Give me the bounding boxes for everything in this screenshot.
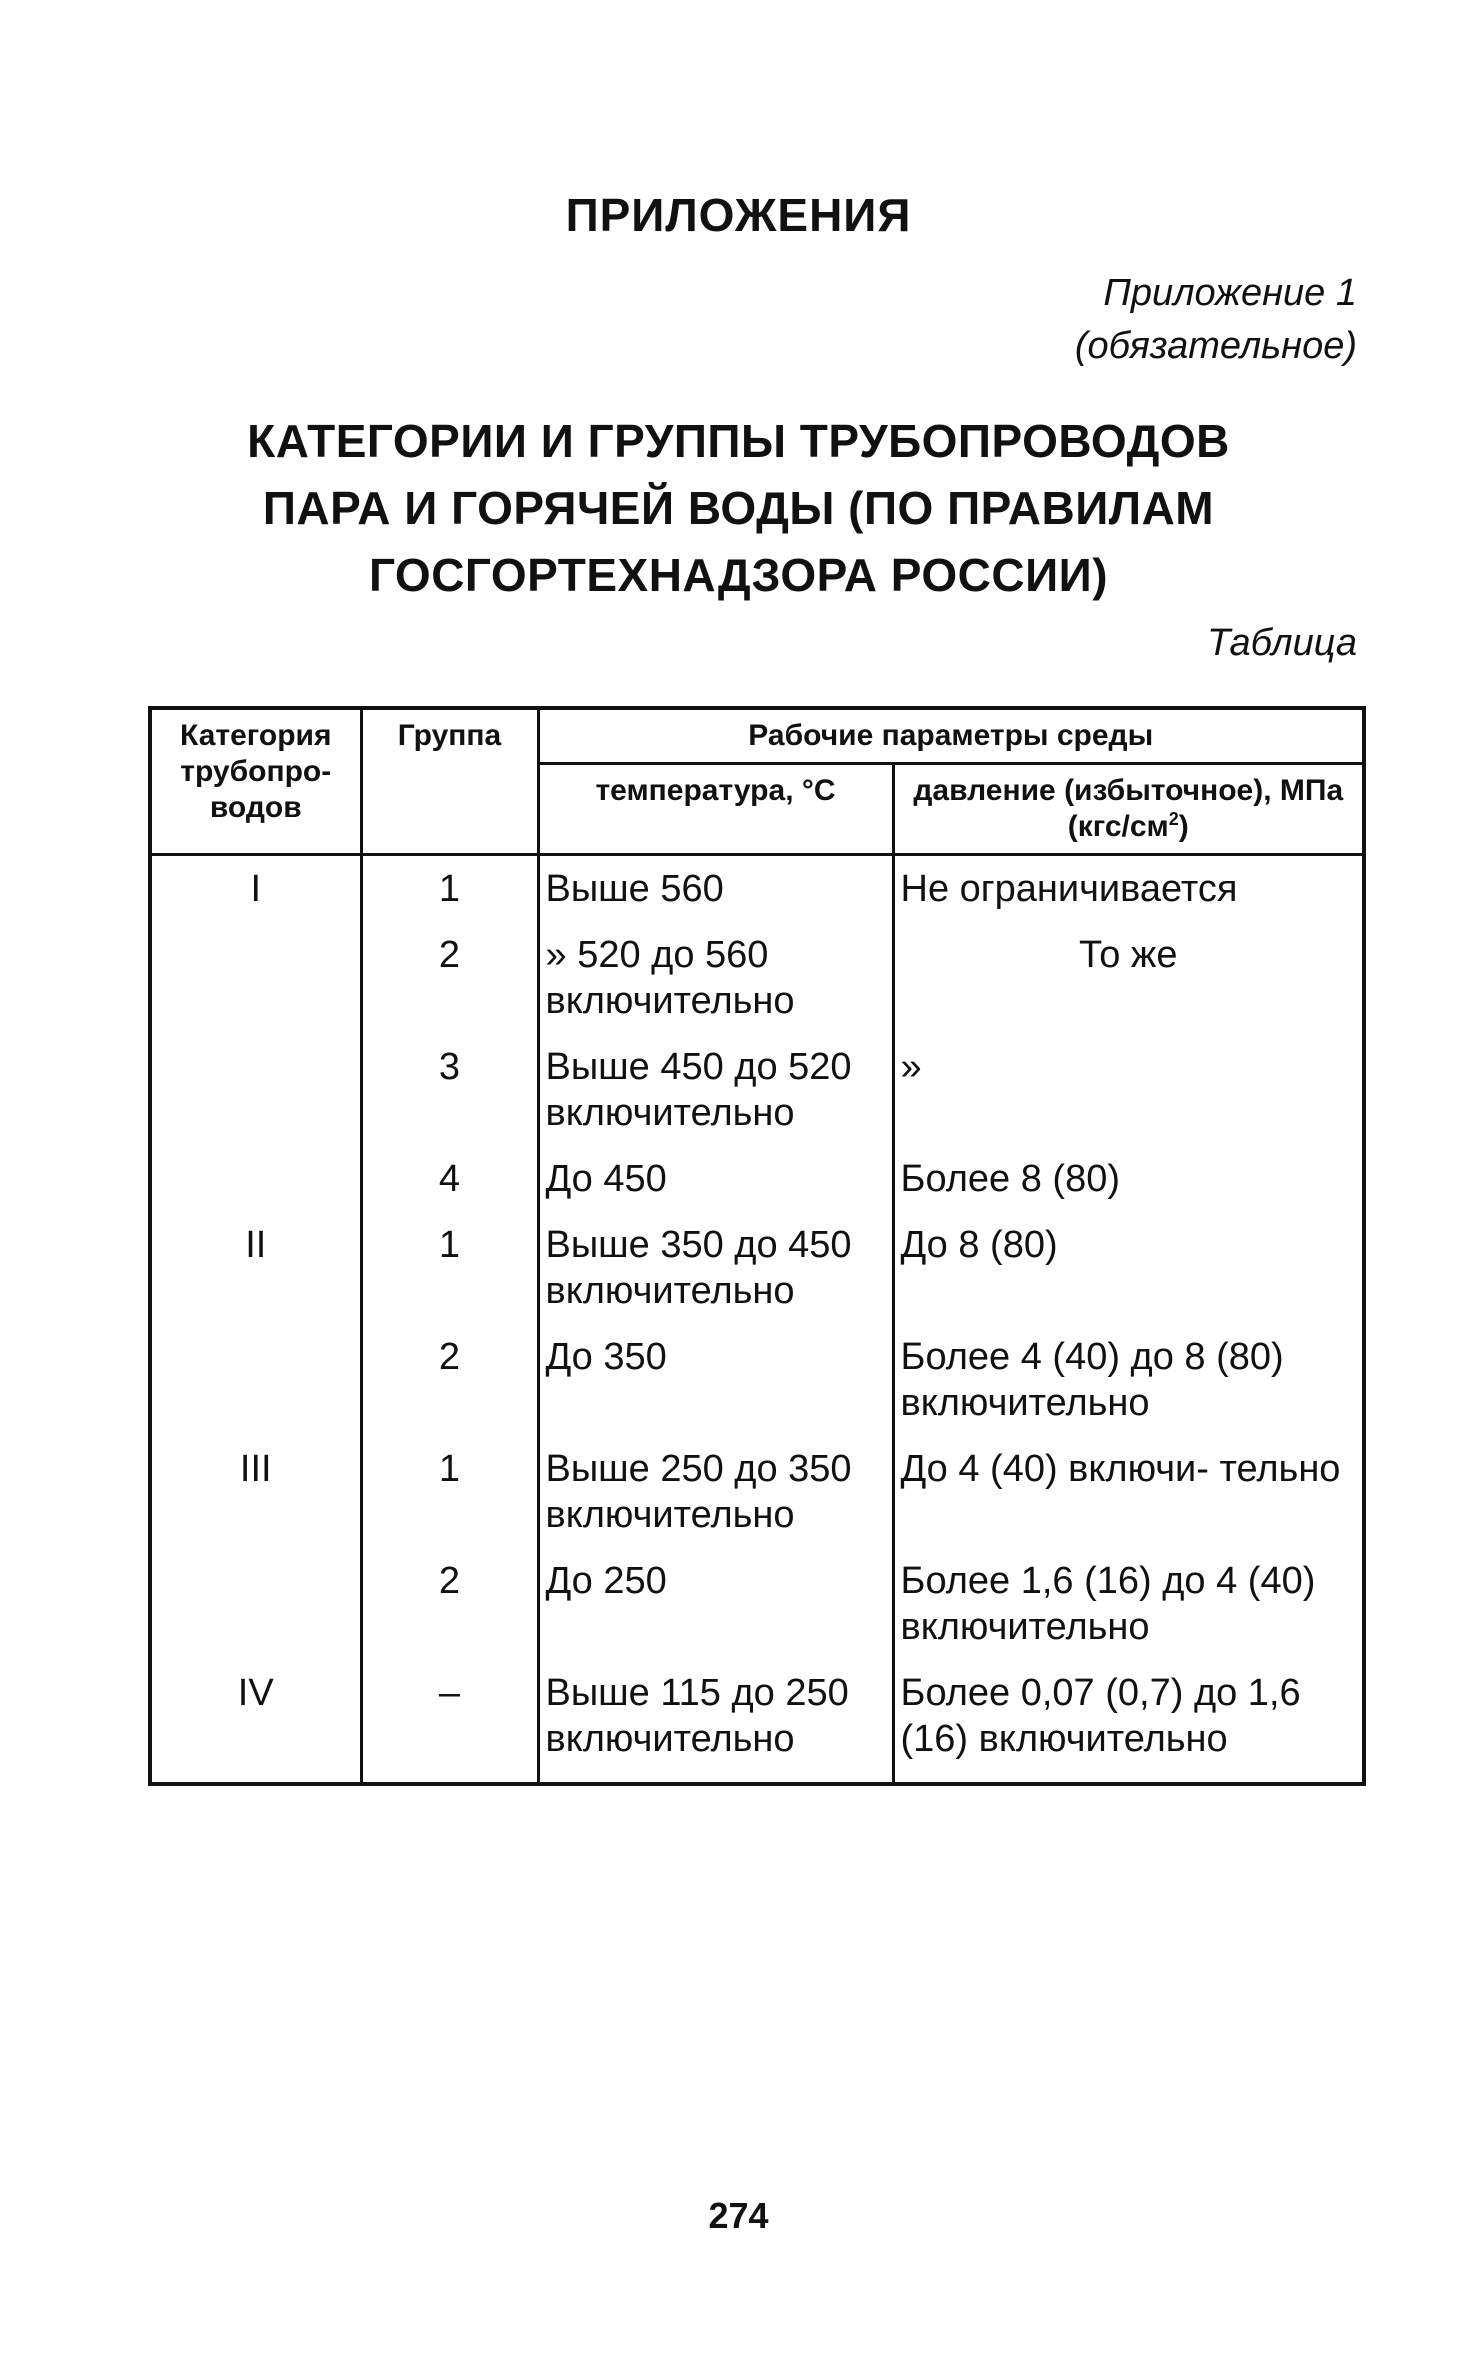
title-line: ГОСГОРТЕХНАДЗОРА РОССИИ) bbox=[368, 549, 1109, 601]
cell-pressure: Более 4 (40) до 8 (80) включительно bbox=[893, 1334, 1364, 1446]
cell-pressure: Более 0,07 (0,7) до 1,6 (16) включительно bbox=[893, 1670, 1364, 1784]
pipeline-categories-table bbox=[148, 706, 1366, 1786]
header-pressure-close: ) bbox=[1178, 810, 1189, 843]
table-row bbox=[150, 1044, 1364, 1156]
page-number: 274 bbox=[708, 2195, 769, 2236]
cell-group: 1 bbox=[361, 1446, 538, 1558]
cell-temperature: Выше 250 до 350 включительно bbox=[538, 1446, 893, 1558]
cell-group: – bbox=[361, 1670, 538, 1784]
title-line: ПАРА И ГОРЯЧЕЙ ВОДЫ (ПО ПРАВИЛАМ bbox=[262, 482, 1215, 534]
cell-category: I bbox=[150, 855, 361, 933]
cell-pressure: » bbox=[893, 1044, 1364, 1156]
table-row bbox=[150, 1156, 1364, 1222]
cell-pressure: До 4 (40) включи- тельно bbox=[893, 1446, 1364, 1558]
table-row bbox=[150, 1446, 1364, 1558]
cell-group: 1 bbox=[361, 855, 538, 933]
cell-category: II bbox=[150, 1222, 361, 1334]
cell-temperature: Выше 450 до 520 включительно bbox=[538, 1044, 893, 1156]
cell-pressure: Не ограничивается bbox=[893, 855, 1364, 933]
cell-temperature: До 250 bbox=[538, 1558, 893, 1670]
cell-temperature: » 520 до 560 включительно bbox=[538, 932, 893, 1044]
document-title bbox=[0, 408, 1477, 609]
header-pressure-sup: 2 bbox=[1168, 809, 1179, 829]
cell-pressure: Более 8 (80) bbox=[893, 1156, 1364, 1222]
cell-temperature: До 450 bbox=[538, 1156, 893, 1222]
cell-group: 2 bbox=[361, 932, 538, 1044]
cell-category: IV bbox=[150, 1670, 361, 1784]
appendix-note: (обязательное) bbox=[1074, 325, 1357, 367]
table-row bbox=[150, 1334, 1364, 1446]
cell-pressure: Более 1,6 (16) до 4 (40) включительно bbox=[893, 1558, 1364, 1670]
header-group: Группа bbox=[361, 708, 538, 855]
cell-temperature: Выше 350 до 450 включительно bbox=[538, 1222, 893, 1334]
cell-category bbox=[150, 1044, 361, 1156]
cell-category bbox=[150, 932, 361, 1044]
section-title: ПРИЛОЖЕНИЯ bbox=[565, 189, 912, 241]
header-temperature: температура, °С bbox=[538, 764, 893, 855]
cell-pressure: До 8 (80) bbox=[893, 1222, 1364, 1334]
table-row bbox=[150, 932, 1364, 1044]
header-category: Категория трубопро- водов bbox=[150, 708, 361, 855]
header-pressure bbox=[893, 764, 1364, 855]
table-row bbox=[150, 855, 1364, 933]
table-row bbox=[150, 1558, 1364, 1670]
cell-group: 1 bbox=[361, 1222, 538, 1334]
header-params: Рабочие параметры среды bbox=[538, 708, 1364, 764]
cell-group: 2 bbox=[361, 1558, 538, 1670]
cell-pressure: То же bbox=[893, 932, 1364, 1044]
cell-group: 4 bbox=[361, 1156, 538, 1222]
title-line: КАТЕГОРИИ И ГРУППЫ ТРУБОПРОВОДОВ bbox=[247, 415, 1230, 467]
cell-category bbox=[150, 1156, 361, 1222]
appendix-label: Приложение 1 bbox=[1103, 272, 1357, 314]
cell-temperature: Выше 115 до 250 включительно bbox=[538, 1670, 893, 1784]
cell-group: 3 bbox=[361, 1044, 538, 1156]
table-row bbox=[150, 1670, 1364, 1784]
cell-category: III bbox=[150, 1446, 361, 1558]
cell-temperature: Выше 560 bbox=[538, 855, 893, 933]
header-pressure-text: давление (избыточное), МПа (кгс/см bbox=[913, 774, 1344, 843]
table-label: Таблица bbox=[1207, 622, 1357, 664]
cell-temperature: До 350 bbox=[538, 1334, 893, 1446]
cell-category bbox=[150, 1558, 361, 1670]
cell-group: 2 bbox=[361, 1334, 538, 1446]
table-row bbox=[150, 1222, 1364, 1334]
cell-category bbox=[150, 1334, 361, 1446]
